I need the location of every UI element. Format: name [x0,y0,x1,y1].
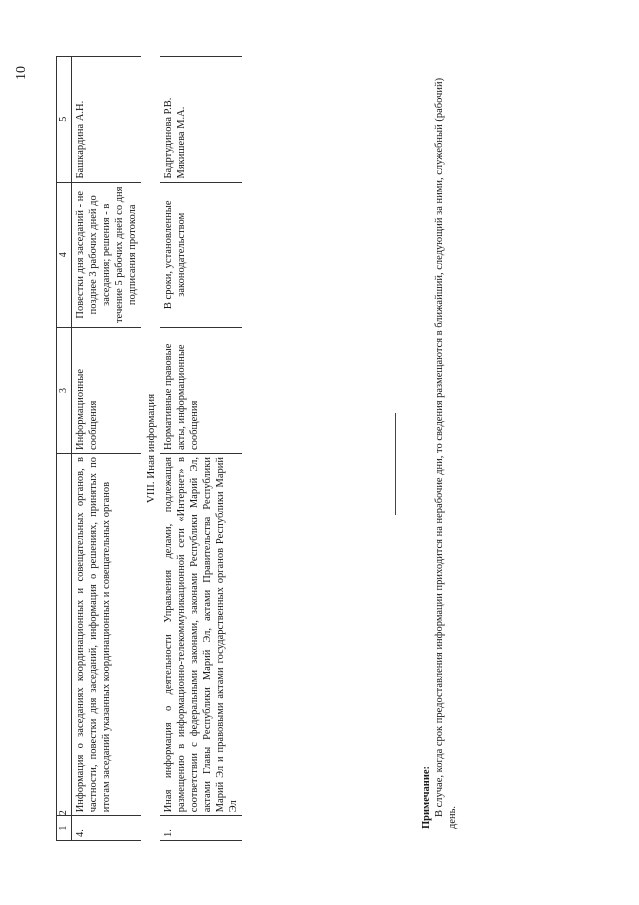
section-row [141,57,160,841]
note-text: В случае, когда срок предоставления информации приходится на нерабочие дни, то сведения размещаются в ближайший, следующий за ними, служебный (рабочий) день. [434,77,458,829]
row-form: Информационные сообщения [72,328,142,454]
table-row [72,57,142,841]
row-terms: Повестки дня заседаний - не позднее 3 рабочих дней до заседания; решения - в течение 5 рабочих дней со дня подписания протокола [72,182,142,328]
section-title: VIII. Иная информация [145,393,157,504]
note-title: Примечание: [421,765,432,829]
row-form: Нормативные правовые акты, информационные сообщения [160,328,242,454]
header-col-3: 3 [57,328,72,454]
table-row [160,57,242,841]
row-number: 4. [72,816,142,841]
header-col-2: 2 [57,454,72,816]
row-responsible: Башкардина А.Н. [72,57,142,183]
header-row [57,57,72,841]
header-col-5: 5 [57,57,72,183]
row-number: 1. [160,816,242,841]
note-block [420,59,459,829]
row-info: Информация о заседаниях координационных и совещательных органов, в частности, повестки дня заседаний, информация о решениях, принятых по итогам заседаний указанных координационных и совещательных органов [72,454,142,816]
page-number: 10 [14,66,29,80]
info-table [56,56,242,841]
header-col-4: 4 [57,182,72,328]
row-info: Иная информация о деятельности Управления делами, подлежащая размещению в информационно-телекоммуникационной сети «Интернет» в соответствии с федеральными законами, законами Республики Марий Эл, актами Главы Республики Марий Эл, актами Правительства Республики Марий Эл и правовыми актами государственных органов Республики Марий Эл [160,454,242,816]
row-terms: В сроки, установленные законодательством [160,182,242,328]
header-col-1: 1 [57,816,72,841]
divider-line [395,413,396,515]
row-responsible: Бадртудинова Р.В. Мякишева М.А. [160,57,242,183]
